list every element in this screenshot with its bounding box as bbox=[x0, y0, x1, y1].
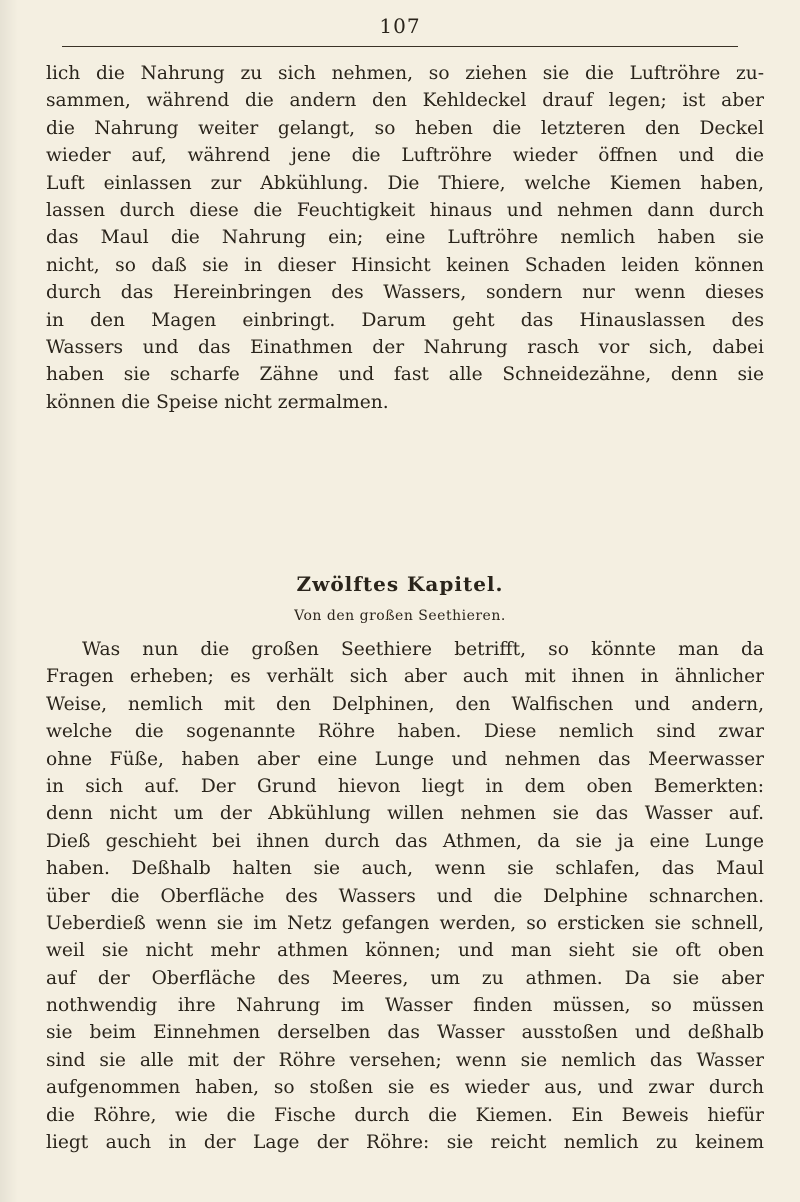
text-line: Ueberdieß wenn sie im Netz gefangen werden, so ersticken sie schnell, bbox=[46, 912, 764, 934]
text-line: die Nahrung weiter gelangt, so heben die letzteren den Deckel bbox=[46, 117, 764, 139]
text-line: Dieß geschieht bei ihnen durch das Athmen, da sie ja eine Lunge bbox=[46, 830, 764, 852]
text-line: lich die Nahrung zu sich nehmen, so ziehen sie die Luftröhre zu- bbox=[46, 63, 764, 84]
page-number: 107 bbox=[379, 14, 421, 38]
text-line: haben sie scharfe Zähne und fast alle Schneidezähne, denn sie bbox=[46, 364, 764, 386]
text-line: denn nicht um der Abkühlung willen nehmen sie das Wasser auf. bbox=[46, 803, 764, 825]
text-line: aufgenommen haben, so stoßen sie es wieder aus, und zwar durch bbox=[46, 1077, 764, 1099]
text-line: sammen, während die andern den Kehldeckel drauf legen; ist aber bbox=[46, 90, 764, 112]
text-line: über die Oberfläche des Wassers und die Delphine schnarchen. bbox=[46, 885, 764, 907]
chapter-paragraph bbox=[46, 636, 764, 1156]
text-line: weil sie nicht mehr athmen können; und man sieht sie oft oben bbox=[46, 940, 764, 962]
paragraph-continuation bbox=[46, 60, 764, 416]
text-line: die Röhre, wie die Fische durch die Kiemen. Ein Beweis hiefür bbox=[46, 1104, 764, 1126]
text-line: sie beim Einnehmen derselben das Wasser ausstoßen und deßhalb bbox=[46, 1022, 764, 1044]
text-line: das Maul die Nahrung ein; eine Luftröhre nemlich haben sie bbox=[46, 227, 764, 249]
text-line: in den Magen einbringt. Darum geht das Hinauslassen des bbox=[46, 309, 764, 331]
text-line: Fragen erheben; es verhält sich aber auch mit ihnen in ähnlicher bbox=[46, 666, 764, 688]
text-line: lassen durch diese die Feuchtigkeit hinaus und nehmen dann durch bbox=[46, 199, 764, 221]
text-line: liegt auch in der Lage der Röhre: sie reicht nemlich zu keinem bbox=[46, 1132, 764, 1154]
text-line: sind sie alle mit der Röhre versehen; wenn sie nemlich das Wasser bbox=[46, 1049, 764, 1071]
text-line: nothwendig ihre Nahrung im Wasser finden müssen, so müssen bbox=[46, 995, 764, 1017]
text-line: Luft einlassen zur Abkühlung. Die Thiere, welche Kiemen haben, bbox=[46, 172, 764, 194]
text-line: durch das Hereinbringen des Wassers, sondern nur wenn dieses bbox=[46, 282, 764, 304]
text-line: können die Speise nicht zermalmen. bbox=[46, 391, 389, 413]
text-line: Weise, nemlich mit den Delphinen, den Walfischen und andern, bbox=[46, 693, 764, 715]
text-line: haben. Deßhalb halten sie auch, wenn sie schlafen, das Maul bbox=[46, 858, 764, 880]
chapter-subtitle: Von den großen Seethieren. bbox=[294, 608, 506, 624]
text-line: welche die sogenannte Röhre haben. Diese nemlich sind zwar bbox=[46, 721, 764, 743]
text-line: in sich auf. Der Grund hievon liegt in dem oben Bemerkten: bbox=[46, 775, 764, 797]
text-line: Was nun die großen Seethiere betrifft, so könnte man da bbox=[82, 639, 764, 660]
text-line: Wassers und das Einathmen der Nahrung rasch vor sich, dabei bbox=[46, 336, 764, 358]
text-line: auf der Oberfläche des Meeres, um zu athmen. Da sie aber bbox=[46, 967, 764, 989]
text-line: nicht, so daß sie in dieser Hinsicht keinen Schaden leiden können bbox=[46, 254, 764, 276]
text-line: ohne Füße, haben aber eine Lunge und nehmen das Meerwasser bbox=[46, 748, 764, 770]
chapter-title: Zwölftes Kapitel. bbox=[296, 572, 504, 596]
text-line: wieder auf, während jene die Luftröhre wieder öffnen und die bbox=[46, 145, 764, 167]
header-rule bbox=[62, 46, 738, 47]
